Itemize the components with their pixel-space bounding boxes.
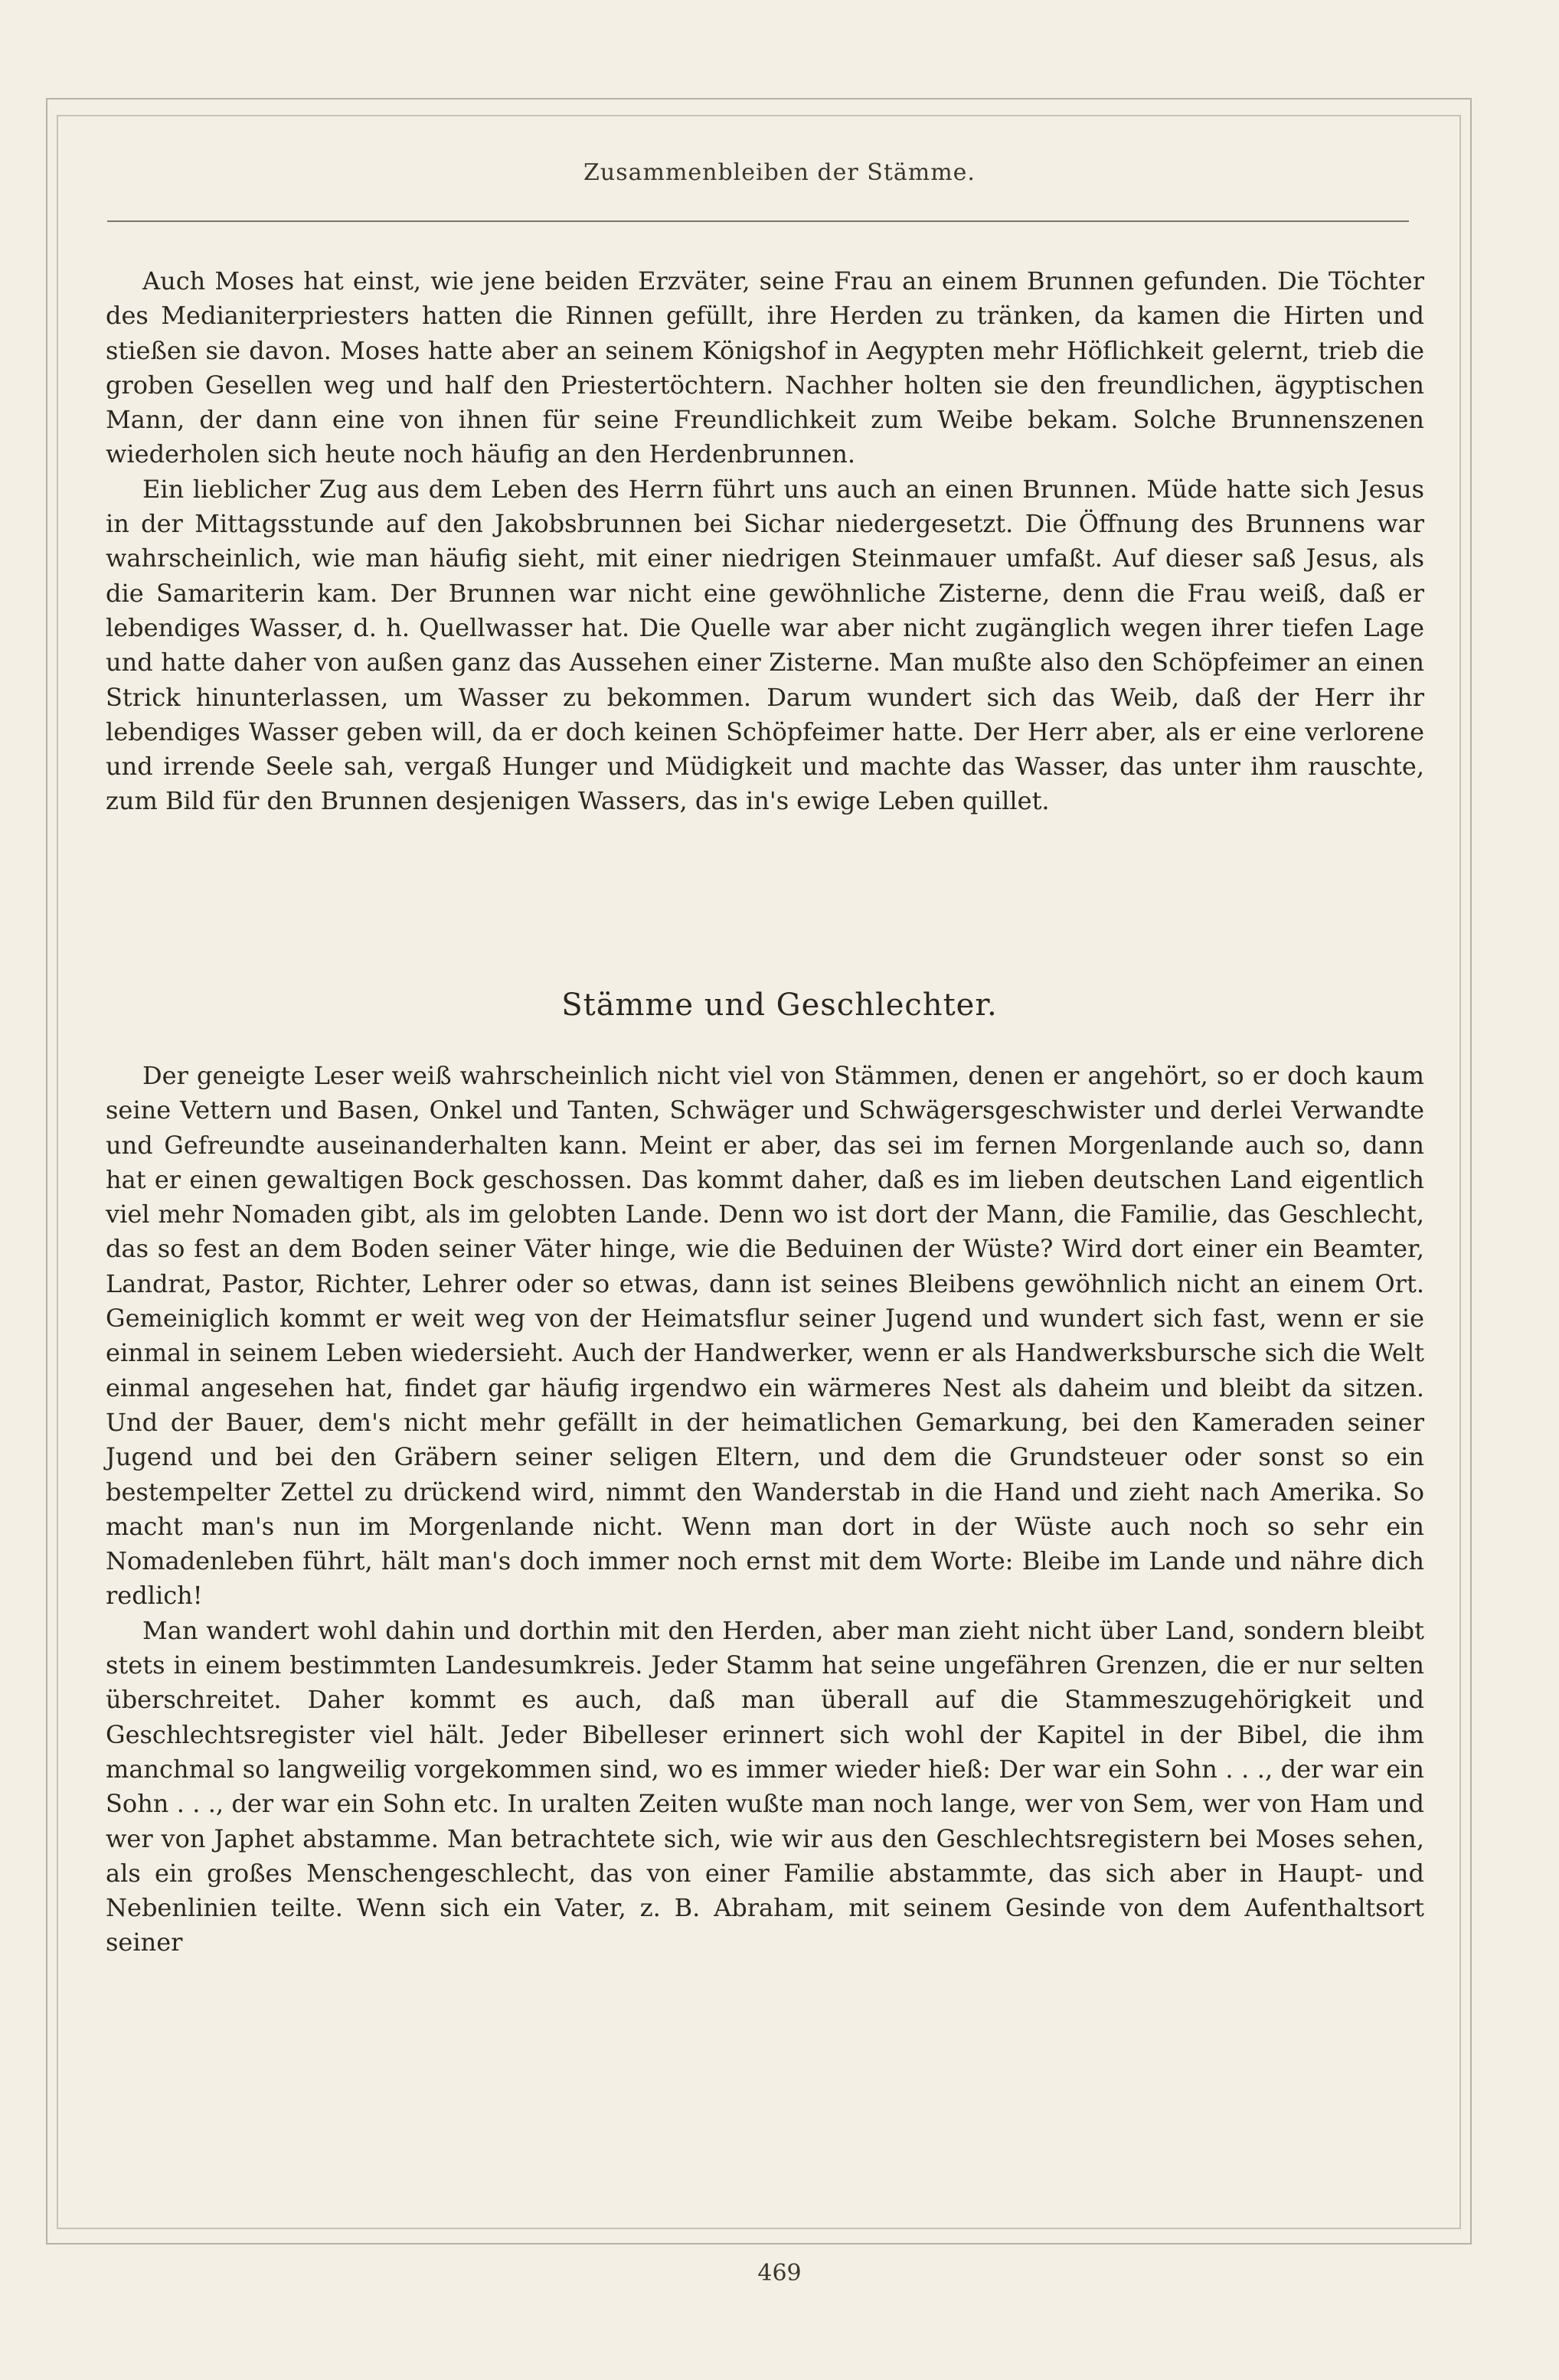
paragraph: Man wandert wohl dahin und dorthin mit den Herden, aber man zieht nicht über Land, sondern bleibt stets in einem bestimmten Landesumkreis. Jeder Stamm hat seine ungefähren Grenzen, die er nur selten überschreitet. Daher kommt es auch, daß man überall auf die Stammeszugehörigkeit und Geschlechtsregister viel hält. Jeder Bibelleser erinnert sich wohl der Kapitel in der Bibel, die ihm manchmal so langweilig vorgekommen sind, wo es immer wieder hieß: Der war ein Sohn . . ., der war ein Sohn . . ., der war ein Sohn etc. In uralten Zeiten wußte man noch lange, wer von Sem, wer von Ham und wer von Japhet abstamme. Man betrachtete sich, wie wir aus den Geschlechtsregistern bei Moses sehen, als ein großes Menschengeschlecht, das von einer Familie abstammte, das sich aber in Haupt- und Nebenlinien teilte. Wenn sich ein Vater, z. B. Abraham, mit seinem Gesinde von dem Aufenthaltsort seiner [106,1615,1424,1957]
section-heading: Stämme und Geschlechter. [561,988,998,1023]
running-header: Zusammenbleiben der Stämme. [583,159,976,186]
paragraph: Der geneigte Leser weiß wahrscheinlich nicht viel von Stämmen, denen er angehört, so er doch kaum seine Vettern und Basen, Onkel und Tanten, Schwäger und Schwägersgeschwister und derlei Verwandte und Gefreundte auseinanderhalten kann. Meint er aber, das sei im fernen Morgenlande auch so, dann hat er einen gewaltigen Bock geschossen. Das kommt daher, daß es im lieben deutschen Land eigentlich viel mehr Nomaden gibt, als im gelobten Lande. Denn wo ist dort der Mann, die Familie, das Geschlecht, das so fest an dem Boden seiner Väter hinge, wie die Beduinen der Wüste? Wird dort einer ein Beamter, Landrat, Pastor, Richter, Lehrer oder so etwas, dann ist seines Bleibens gewöhnlich nicht an einem Ort. Gemeiniglich kommt er weit weg von der Heimatsflur seiner Jugend und wundert sich fast, wenn er sie einmal in seinem Leben wiedersieht. Auch der Handwerker, wenn er als Handwerksbursche sich die Welt einmal angesehen hat, findet gar häufig irgendwo ein wärmeres Nest als daheim und bleibt da sitzen. Und der Bauer, dem's nicht mehr gefällt in der heimatlichen Gemarkung, bei den Kameraden seiner Jugend und bei den Gräbern seiner seligen Eltern, und dem die Grundsteuer oder sonst so ein bestempelter Zettel zu drückend wird, nimmt den Wanderstab in die Hand und zieht nach Amerika. So macht man's nun im Morgenlande nicht. Wenn man dort in der Wüste auch noch so sehr ein Nomadenleben führt, hält man's doch immer noch ernst mit dem Worte: Bleibe im Lande und nähre dich redlich! [106,1061,1424,1611]
section-2-text [106,1059,1424,1960]
page-number: 469 [757,2260,802,2287]
paragraph: Ein lieblicher Zug aus dem Leben des Herrn führt uns auch an einen Brunnen. Müde hatte sich Jesus in der Mittagsstunde auf den Jakobsbrunnen bei Sichar niedergesetzt. Die Öffnung des Brunnens war wahrscheinlich, wie man häufig sieht, mit einer niedrigen Steinmauer umfaßt. Auf dieser saß Jesus, als die Samariterin kam. Der Brunnen war nicht eine gewöhnliche Zisterne, denn die Frau weiß, daß er lebendiges Wasser, d. h. Quellwasser hat. Die Quelle war aber nicht zugänglich wegen ihrer tiefen Lage und hatte daher von außen ganz das Aussehen einer Zisterne. Man mußte also den Schöpfeimer an einen Strick hinunterlassen, um Wasser zu bekommen. Darum wundert sich das Weib, daß der Herr ihr lebendiges Wasser geben will, da er doch keinen Schöpfeimer hatte. Der Herr aber, als er eine verlorene und irrende Seele sah, vergaß Hunger und Müdigkeit und machte das Wasser, das unter ihm rauschte, zum Bild für den Brunnen desjenigen Wassers, das in's ewige Leben quillet. [106,474,1424,816]
paragraph: Auch Moses hat einst, wie jene beiden Erzväter, seine Frau an einem Brunnen gefunden. Die Töchter des Medianiterpriesters hatten die Rinnen gefüllt, ihre Herden zu tränken, da kamen die Hirten und stießen sie davon. Moses hatte aber an seinem Königshof in Aegypten mehr Höflichkeit gelernt, trieb die groben Gesellen weg und half den Priestertöchtern. Nachher holten sie den freundlichen, ägyptischen Mann, der dann eine von ihnen für seine Freundlichkeit zum Weibe bekam. Solche Brunnenszenen wiederholen sich heute noch häufig an den Herdenbrunnen. [106,266,1424,469]
header-rule [107,220,1409,222]
section-1-text [106,264,1424,819]
